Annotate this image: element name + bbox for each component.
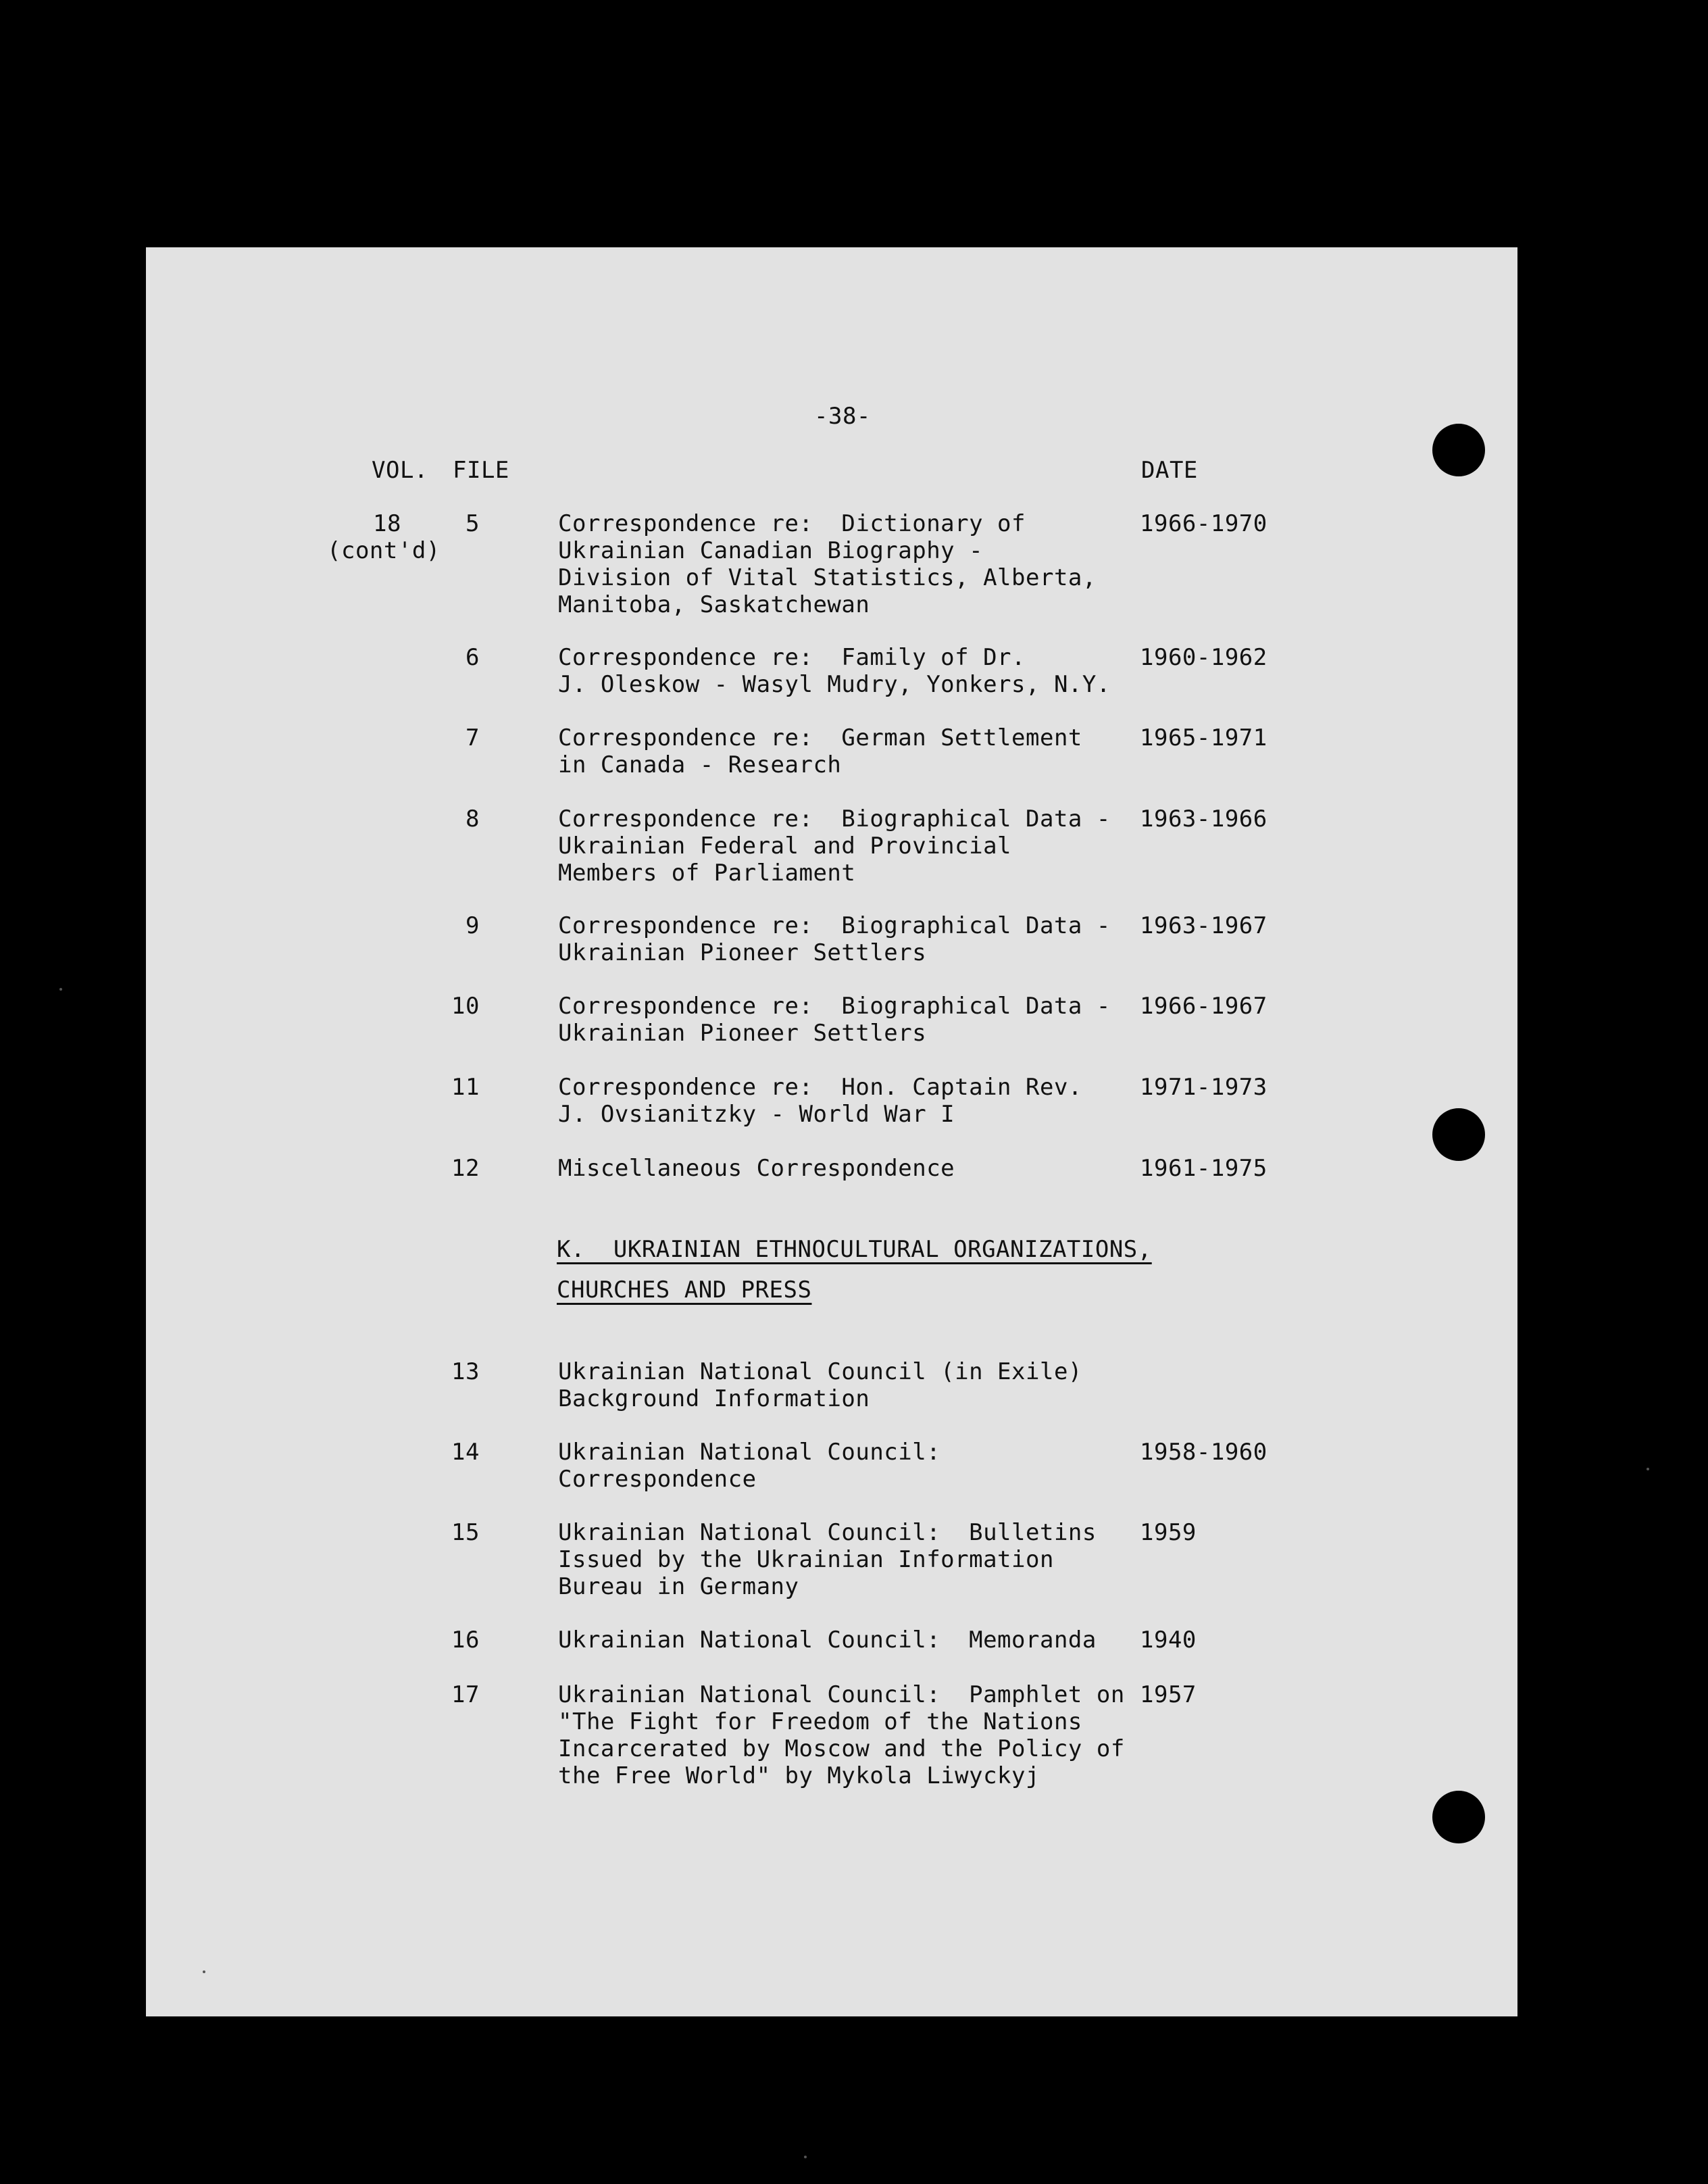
- entry-date: 1963-1966: [1140, 805, 1267, 833]
- entry-description-line: Ukrainian National Council: Memoranda: [558, 1627, 1097, 1654]
- entry-description-line: Miscellaneous Correspondence: [558, 1155, 955, 1182]
- entry-description-line: Ukrainian National Council: Pamphlet on: [558, 1681, 1125, 1708]
- entry-date: 1960-1962: [1140, 644, 1267, 671]
- date-header: DATE: [1141, 457, 1198, 484]
- entry-date: 1965-1971: [1140, 724, 1267, 751]
- file-number: 5: [466, 510, 480, 537]
- page-number: -38-: [814, 403, 871, 430]
- file-number: 9: [466, 912, 480, 939]
- entry-description-line: Ukrainian Federal and Provincial: [558, 833, 1012, 860]
- entry-description-line: "The Fight for Freedom of the Nations: [558, 1708, 1082, 1735]
- file-number: 11: [451, 1074, 480, 1101]
- entry-date: 1966-1970: [1140, 510, 1267, 537]
- file-number: 12: [451, 1155, 480, 1182]
- entry-description-line: the Free World" by Mykola Liwyckyj: [558, 1762, 1040, 1789]
- entry-description-line: Incarcerated by Moscow and the Policy of: [558, 1735, 1125, 1762]
- entry-description-line: Ukrainian National Council (in Exile): [558, 1358, 1082, 1385]
- entry-description-line: Division of Vital Statistics, Alberta,: [558, 564, 1097, 591]
- file-number: 17: [451, 1681, 480, 1708]
- dust-speck: [1647, 1468, 1649, 1470]
- entry-date: 1957: [1140, 1681, 1197, 1708]
- punch-hole-middle: [1432, 1108, 1485, 1161]
- entry-description-line: Correspondence re: Biographical Data -: [558, 805, 1111, 833]
- punch-hole-bottom: [1432, 1791, 1485, 1843]
- entry-description-line: Correspondence re: Biographical Data -: [558, 912, 1111, 939]
- file-number: 10: [451, 993, 480, 1020]
- file-number: 6: [466, 644, 480, 671]
- file-number: 8: [466, 805, 480, 833]
- dust-speck: [203, 1970, 205, 1973]
- entry-description-line: Members of Parliament: [558, 860, 856, 887]
- entry-description-line: Bureau in Germany: [558, 1573, 799, 1600]
- file-number: 16: [451, 1627, 480, 1654]
- entry-description-line: Correspondence re: Dictionary of: [558, 510, 1026, 537]
- entry-description-line: Correspondence re: German Settlement: [558, 724, 1082, 751]
- entry-description-line: Ukrainian Pioneer Settlers: [558, 939, 927, 966]
- entry-description-line: Issued by the Ukrainian Information: [558, 1546, 1054, 1573]
- file-header: FILE: [453, 457, 509, 484]
- entry-description-line: Correspondence: [558, 1466, 757, 1493]
- entry-description-line: Background Information: [558, 1385, 870, 1412]
- section-heading: CHURCHES AND PRESS: [557, 1276, 812, 1304]
- section-heading: K. UKRAINIAN ETHNOCULTURAL ORGANIZATIONS,: [557, 1236, 1152, 1263]
- vol-header: VOL.: [372, 457, 428, 484]
- file-number: 14: [451, 1439, 480, 1466]
- entry-date: 1961-1975: [1140, 1155, 1267, 1182]
- entry-date: 1971-1973: [1140, 1074, 1267, 1101]
- entry-description-line: Ukrainian National Council: Bulletins: [558, 1519, 1097, 1546]
- entry-description-line: J. Oleskow - Wasyl Mudry, Yonkers, N.Y.: [558, 671, 1111, 698]
- entry-date: 1959: [1140, 1519, 1197, 1546]
- entry-description-line: Ukrainian National Council:: [558, 1439, 941, 1466]
- dust-speck: [59, 988, 62, 991]
- entry-description-line: Correspondence re: Family of Dr.: [558, 644, 1026, 671]
- punch-hole-top: [1432, 424, 1485, 476]
- entry-description-line: J. Ovsianitzky - World War I: [558, 1101, 955, 1128]
- file-number: 13: [451, 1358, 480, 1385]
- entry-date: 1940: [1140, 1627, 1197, 1654]
- file-number: 15: [451, 1519, 480, 1546]
- file-number: 7: [466, 724, 480, 751]
- entry-date: 1958-1960: [1140, 1439, 1267, 1466]
- vol-note: (cont'd): [327, 537, 441, 564]
- entry-description-line: Manitoba, Saskatchewan: [558, 591, 870, 618]
- entry-description-line: in Canada - Research: [558, 751, 842, 778]
- entry-description-line: Correspondence re: Biographical Data -: [558, 993, 1111, 1020]
- entry-date: 1966-1967: [1140, 993, 1267, 1020]
- vol-number: 18: [373, 510, 401, 537]
- entry-description-line: Correspondence re: Hon. Captain Rev.: [558, 1074, 1082, 1101]
- dust-speck: [804, 2156, 807, 2158]
- entry-date: 1963-1967: [1140, 912, 1267, 939]
- entry-description-line: Ukrainian Canadian Biography -: [558, 537, 984, 564]
- entry-description-line: Ukrainian Pioneer Settlers: [558, 1020, 927, 1047]
